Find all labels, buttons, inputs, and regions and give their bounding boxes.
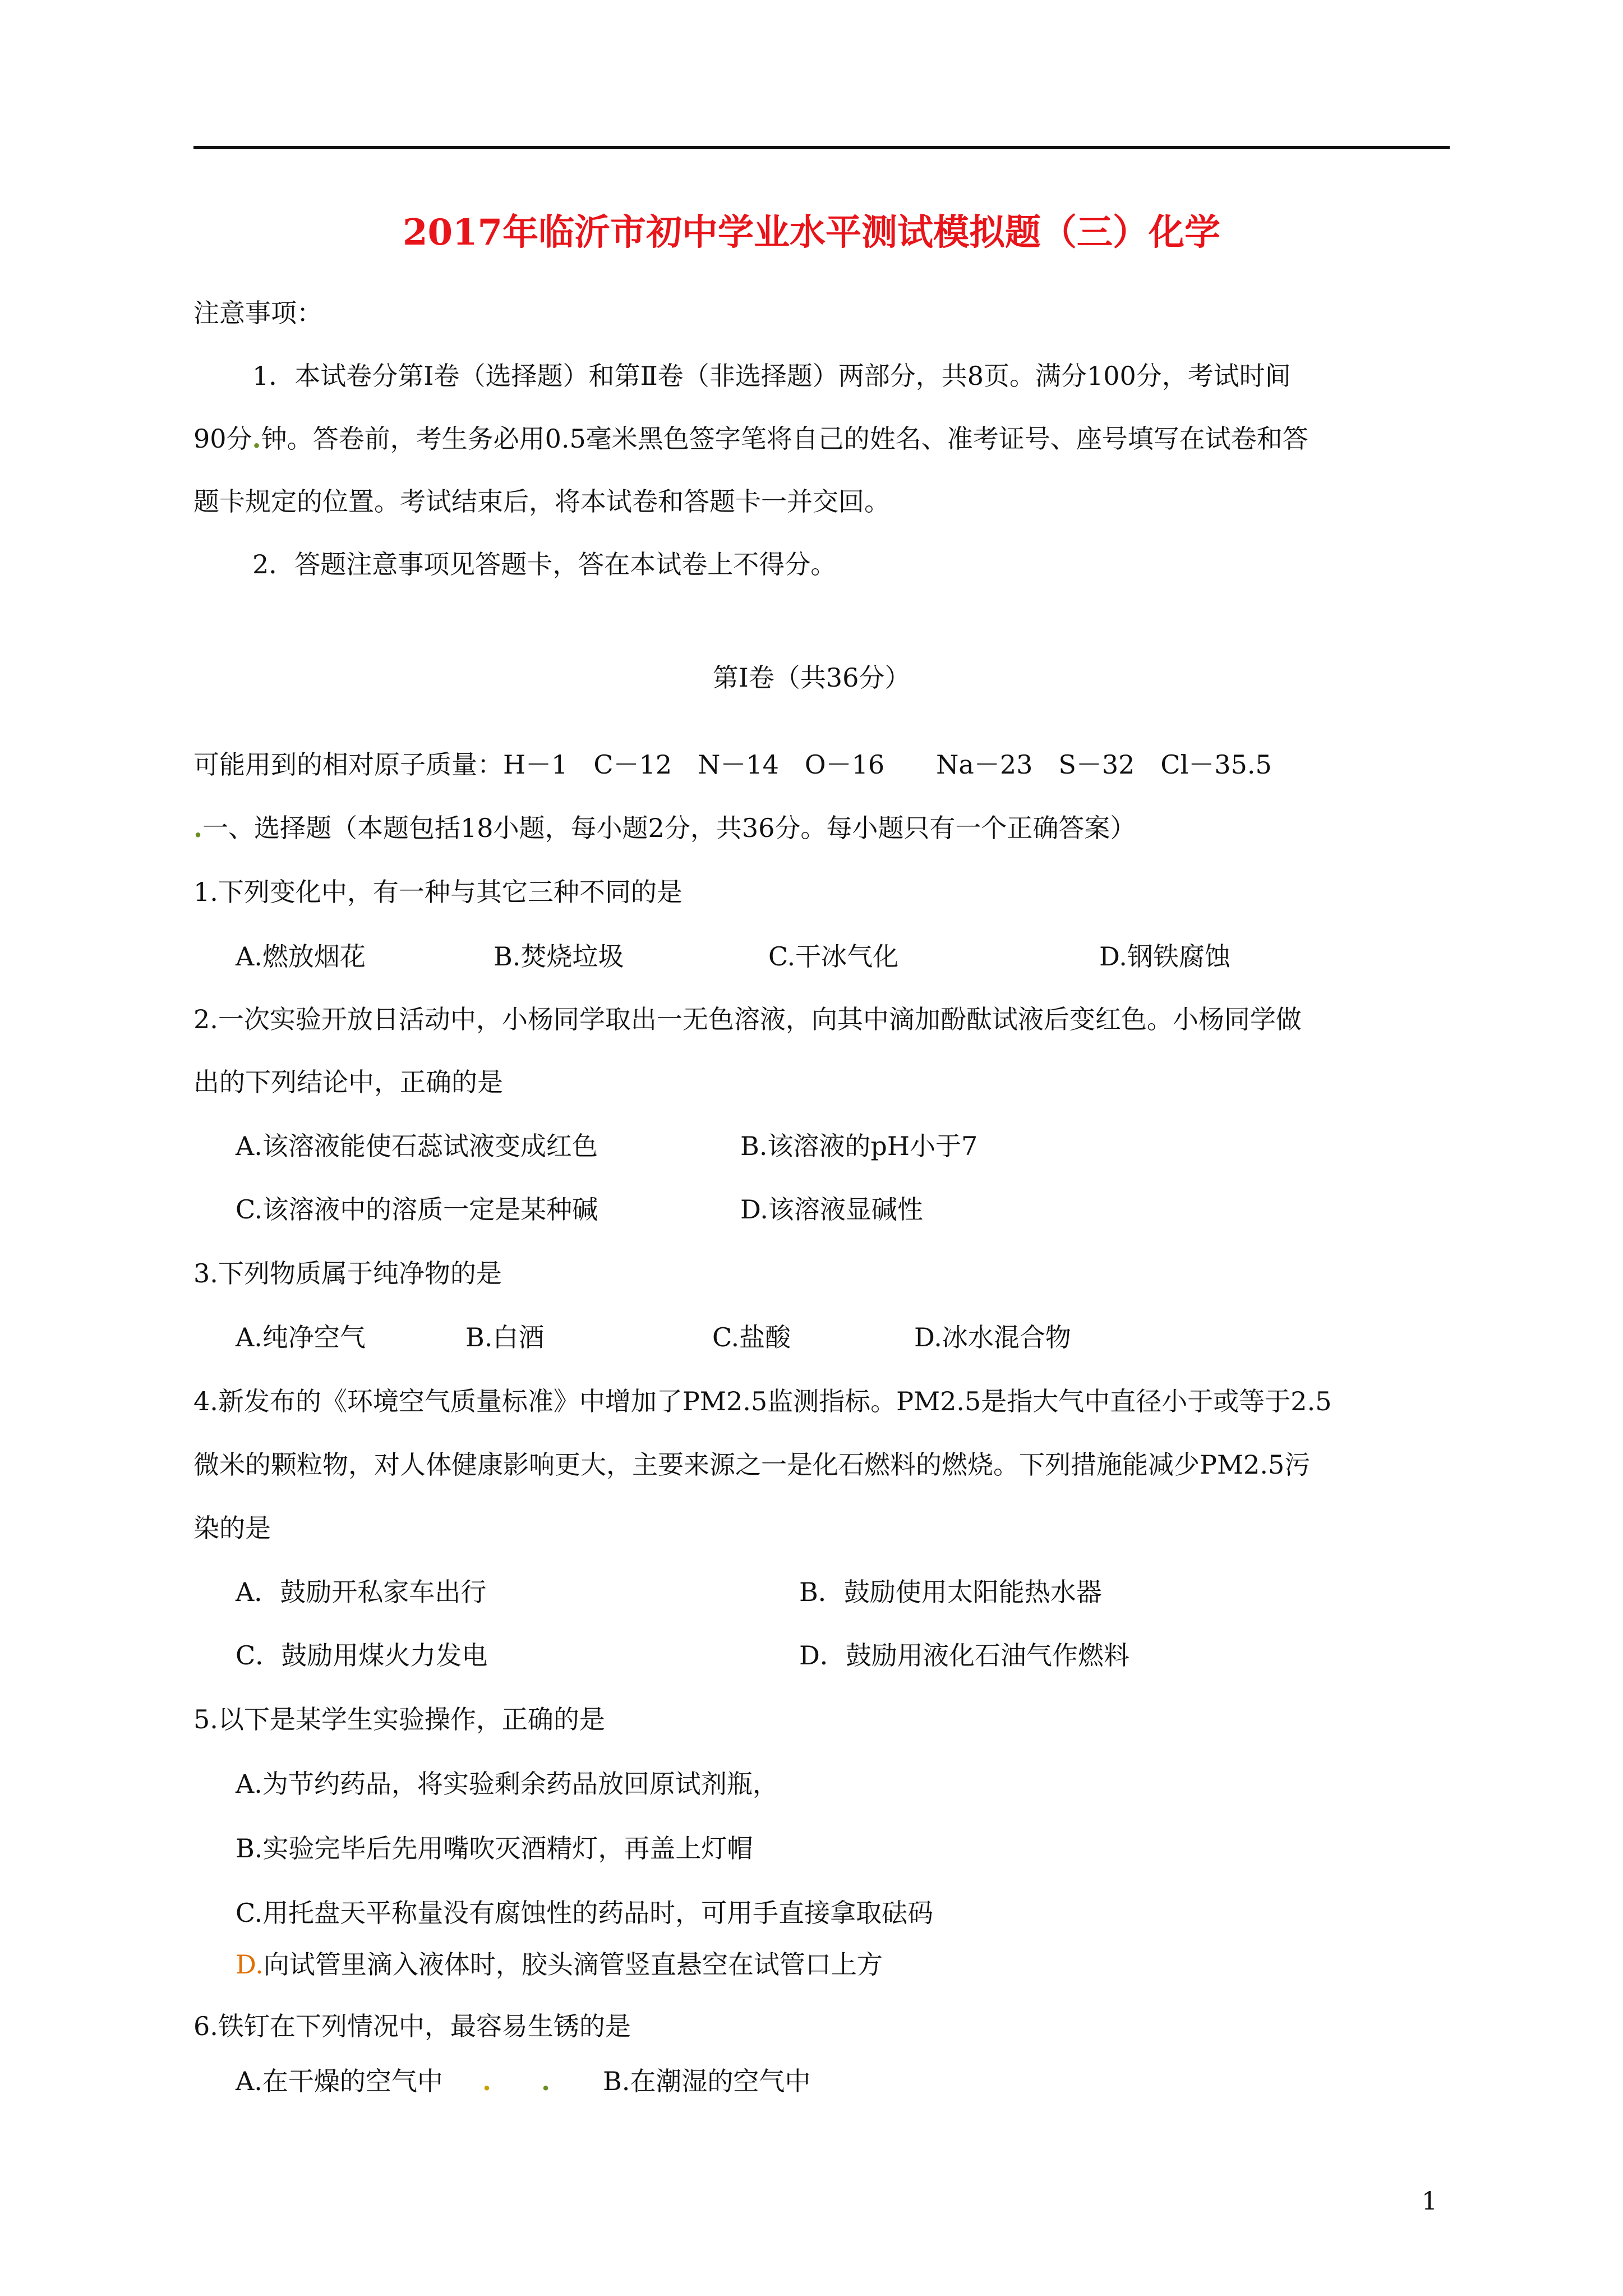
q4-stem-line-2: 微米的颗粒物，对人体健康影响更大，主要来源之一是化石燃料的燃烧。下列措施能减少PM2.5污: [193, 1450, 1311, 1480]
q1-option-d: D.钢铁腐蚀: [1099, 941, 1230, 972]
q6-option-a: A.在干燥的空气中: [236, 2066, 443, 2096]
q3-option-d: D.冰水混合物: [914, 1322, 1071, 1352]
q4-stem-line-3: 染的是: [193, 1513, 271, 1543]
part-1-heading: .一、选择题（本题包括18小题，每小题2分，共36分。每小题只有一个正确答案）: [193, 813, 1136, 843]
notice-1-line-3: 题卡规定的位置。考试结束后，将本试卷和答题卡一并交回。: [193, 486, 890, 517]
q3-option-c: C.盐酸: [712, 1322, 791, 1352]
q5-stem: 5.以下是某学生实验操作，正确的是: [193, 1704, 605, 1734]
q5-option-c: C.用托盘天平称量没有腐蚀性的药品时，可用手直接拿取砝码: [236, 1898, 934, 1928]
q2-option-a: A.该溶液能使石蕊试液变成红色: [236, 1131, 598, 1161]
page-title: 2017年临沂市初中学业水平测试模拟题（三）化学: [402, 211, 1221, 254]
notice-1-line-1: 1．本试卷分第Ⅰ卷（选择题）和第Ⅱ卷（非选择题）两部分，共8页。满分100分，考试时间: [252, 361, 1291, 391]
q4-option-c: C．鼓励用煤火力发电: [236, 1640, 488, 1671]
q6-option-b: B.在潮湿的空气中: [603, 2066, 811, 2096]
dot-mark: .: [541, 2066, 551, 2096]
q4-stem-line-1: 4.新发布的《环境空气质量标准》中增加了PM2.5监测指标。PM2.5是指大气中直径小于或等于2.5: [193, 1386, 1332, 1416]
q3-option-b: B.白酒: [465, 1322, 545, 1352]
q6-stem: 6.铁钉在下列情况中，最容易生锈的是: [193, 2011, 631, 2041]
q1-stem: 1.下列变化中，有一种与其它三种不同的是: [193, 877, 683, 907]
q5-option-b: B.实验完毕后先用嘴吹灭酒精灯，再盖上灯帽: [236, 1833, 753, 1864]
q4-option-a: A．鼓励开私家车出行: [236, 1577, 487, 1607]
q1-option-a: A.燃放烟花: [236, 941, 366, 972]
q2-stem-line-2: 出的下列结论中，正确的是: [193, 1067, 503, 1097]
q1-option-b: B.焚烧垃圾: [494, 941, 624, 972]
page-number: 1: [1422, 2187, 1437, 2216]
q5-option-d-letter: D.: [236, 1949, 264, 1980]
q4-option-b: B．鼓励使用太阳能热水器: [799, 1577, 1102, 1607]
dot-mark: .: [193, 813, 203, 843]
atomic-masses: 可能用到的相对原子质量：H－1 C－12 N－14 O－16 Na－23 S－32 Cl－35.5: [193, 749, 1272, 780]
q3-stem: 3.下列物质属于纯净物的是: [193, 1258, 502, 1289]
dot-mark: .: [482, 2066, 492, 2096]
dot-mark: .: [252, 424, 261, 454]
q1-option-c: C.干冰气化: [768, 941, 899, 972]
notice-heading: 注意事项：: [193, 298, 322, 328]
q2-option-d: D.该溶液显碱性: [740, 1194, 923, 1225]
q3-option-a: A.纯净空气: [236, 1322, 366, 1352]
q2-option-b: B.该溶液的pH小于7: [740, 1131, 978, 1161]
header-rule: [193, 146, 1450, 149]
section-title: 第Ⅰ卷（共36分）: [712, 662, 911, 693]
q2-stem-line-1: 2.一次实验开放日活动中，小杨同学取出一无色溶液，向其中滴加酚酞试液后变红色。小杨同学做: [193, 1004, 1302, 1034]
q5-option-d: D.向试管里滴入液体时，胶头滴管竖直悬空在试管口上方: [236, 1949, 883, 1980]
q2-option-c: C.该溶液中的溶质一定是某种碱: [236, 1194, 598, 1225]
notice-1-line-2: 90分.钟。答卷前，考生务必用0.5毫米黑色签字笔将自己的姓名、准考证号、座号填写在试卷和答: [193, 424, 1308, 454]
q5-option-a: A.为节约药品，将实验剩余药品放回原试剂瓶，: [236, 1769, 778, 1799]
q4-option-d: D．鼓励用液化石油气作燃料: [799, 1640, 1129, 1671]
notice-2: 2．答题注意事项见答题卡，答在本试卷上不得分。: [252, 549, 837, 579]
